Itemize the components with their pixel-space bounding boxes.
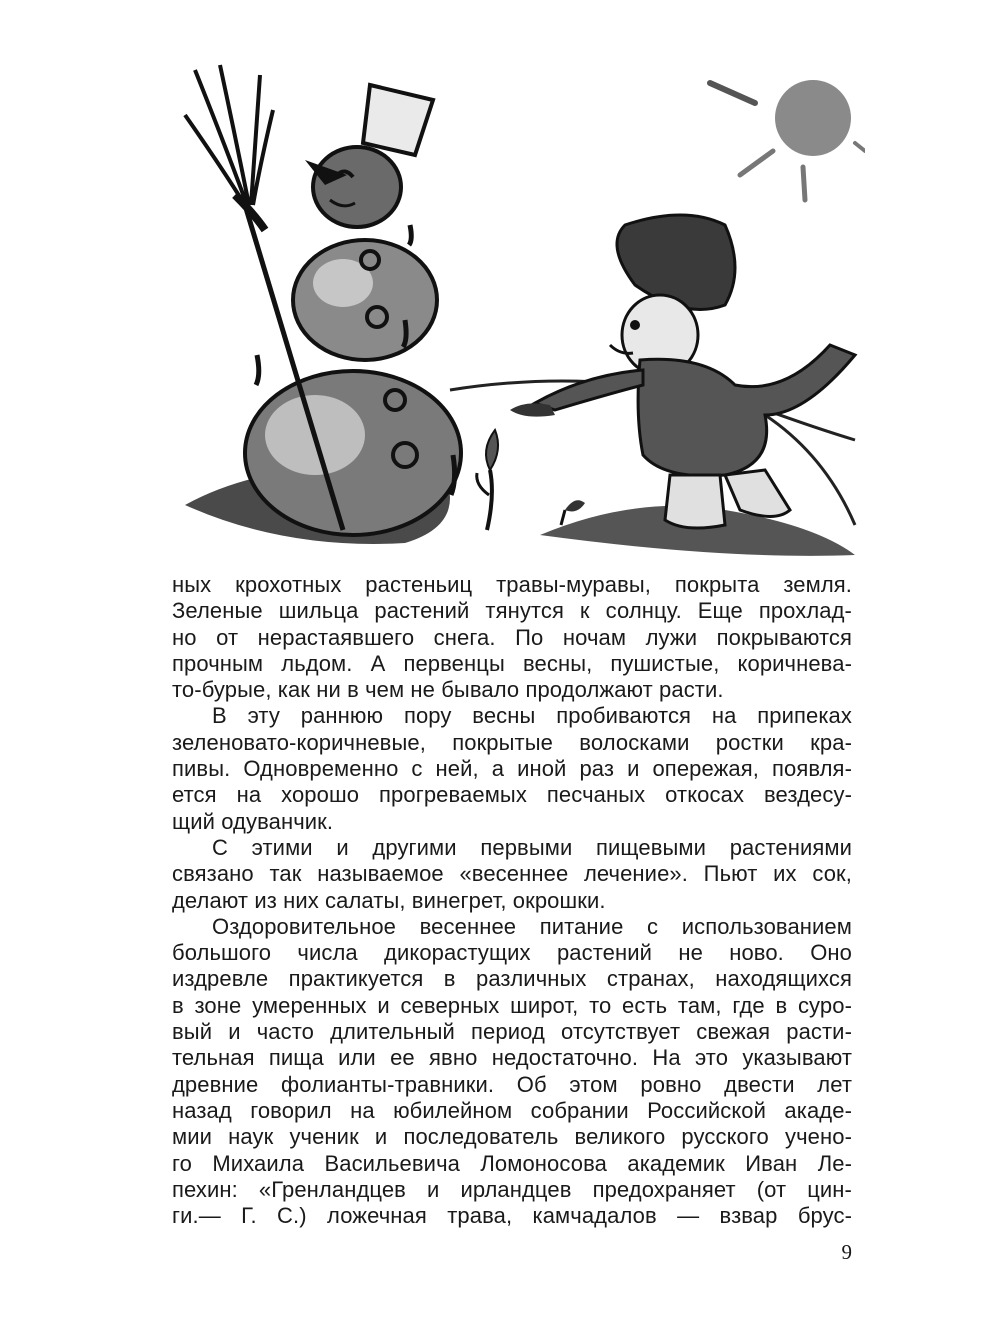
text-line: ется на хорошо прогреваемых песчаных откосах вездесу- xyxy=(172,782,852,808)
text-line: в зоне умеренных и северных широт, то есть там, где в суро- xyxy=(172,992,852,1018)
text-line: то-бурые, как ни в чем не бывало продолжают расти. xyxy=(172,677,724,703)
text-line: связано так называемое «весеннее лечение». Пьют их сок, xyxy=(172,861,852,887)
sun-icon xyxy=(710,80,865,200)
child-figure xyxy=(510,215,855,528)
text-line: назад говорил на юбилейном собрании Российской акаде- xyxy=(172,1097,852,1123)
text-line: го Михаила Васильевича Ломоносова академик Иван Ле- xyxy=(172,1150,852,1176)
text-line: щий одуванчик. xyxy=(172,808,334,834)
page-number: 9 xyxy=(841,1240,852,1264)
text-line: В эту раннюю пору весны пробиваются на припеках xyxy=(212,703,852,729)
text-line: пивы. Одновременно с ней, а иной раз и опережая, появля- xyxy=(172,756,852,782)
text-line: ных крохотных растеньиц травы-муравы, покрыта земля. xyxy=(172,572,852,597)
text-line: зеленовато-коричневые, покрытые волосками ростки кра- xyxy=(172,729,852,755)
body-text xyxy=(172,572,852,1229)
text-line: прочным льдом. А первенцы весны, пушистые, коричнева- xyxy=(172,650,852,676)
paragraph xyxy=(172,703,852,834)
text-line: вый и часто длительный период отсутствует свежая расти- xyxy=(172,1019,852,1045)
paragraph xyxy=(172,572,852,703)
text-line: большого числа дикорастущих растений не ново. Оно xyxy=(172,940,852,966)
text-line: издревле практикуется в различных странах, находящихся xyxy=(172,966,852,992)
text-line: делают из них салаты, винегрет, окрошки. xyxy=(172,887,606,913)
sprout-icon xyxy=(477,430,585,530)
text-line: Оздоровительное весеннее питание с использованием xyxy=(212,913,852,939)
text-line: ги.— Г. С.) ложечная трава, камчадалов — взвар брус- xyxy=(172,1203,852,1229)
text-line: тельная пища или ее явно недостаточно. На это указывают xyxy=(172,1045,852,1071)
snowman-figure xyxy=(185,65,461,535)
text-line: пехин: «Гренландцев и ирландцев предохраняет (от цин- xyxy=(172,1176,852,1202)
text-line: Зеленые шильца растений тянутся к солнцу. Еще прохлад- xyxy=(172,598,852,624)
paragraph xyxy=(172,835,852,914)
text-line: С этими и другими первыми пищевыми растениями xyxy=(212,834,852,860)
text-line: древние фолианты-травники. Об этом ровно двести лет xyxy=(172,1071,852,1097)
text-line: но от нерастаявшего снега. По ночам лужи покрываются xyxy=(172,624,852,650)
paragraph xyxy=(172,914,852,1230)
snowman-illustration xyxy=(165,55,865,560)
text-line: мии наук ученик и последователь великого русского учено- xyxy=(172,1124,852,1150)
